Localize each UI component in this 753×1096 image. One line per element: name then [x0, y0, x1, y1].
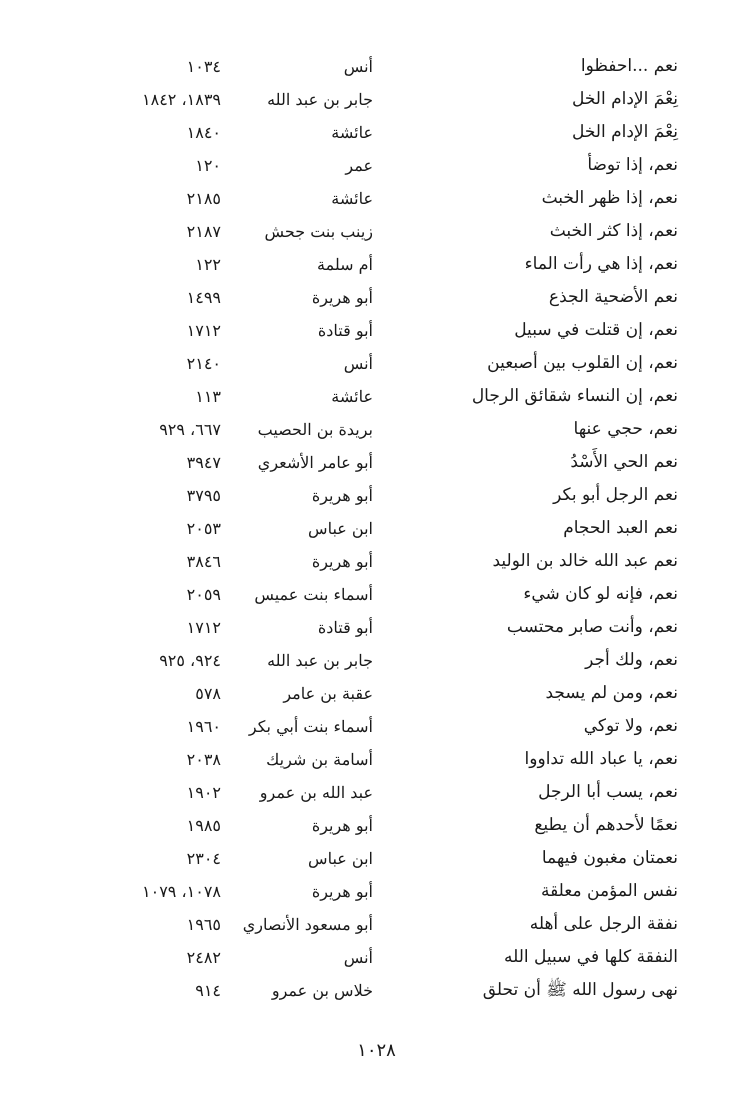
narrator-name: أبو هريرة	[311, 816, 373, 835]
index-row	[0, 941, 753, 974]
hadith-numbers: ١٨٤٠	[186, 123, 221, 142]
narrator-name: أبو هريرة	[311, 552, 373, 571]
hadith-numbers: ١٧١٢	[186, 321, 221, 340]
index-row	[0, 182, 753, 215]
narrator-name: عائشة	[331, 387, 373, 406]
hadith-text: نعم، إن قتلت في سبيل	[514, 320, 678, 340]
hadith-numbers: ١٢٢	[195, 255, 221, 274]
narrator-name: زينب بنت جحش	[264, 222, 373, 241]
index-row	[0, 512, 753, 545]
index-row	[0, 545, 753, 578]
hadith-numbers: ٩٢٤، ٩٢٥	[159, 651, 221, 670]
narrator-name: جابر بن عبد الله	[267, 90, 373, 109]
hadith-text: نعمًا لأحدهم أن يطيع	[534, 815, 678, 835]
hadith-text: نعم العبد الحجام	[563, 518, 678, 538]
hadith-numbers: ١٩٠٢	[186, 783, 221, 802]
index-row	[0, 842, 753, 875]
hadith-numbers: ٢١٤٠	[186, 354, 221, 373]
narrator-name: عائشة	[331, 189, 373, 208]
narrator-name: أنس	[343, 948, 373, 967]
hadith-text: نعم، إن القلوب بين أصبعين	[487, 353, 678, 373]
index-row	[0, 413, 753, 446]
hadith-text: نعم، إذا هي رأت الماء	[524, 254, 678, 274]
hadith-text: نِعْمَ الإدام الخل	[571, 89, 678, 109]
hadith-numbers: ٣٩٤٧	[186, 453, 221, 472]
page-number: ١٠٢٨	[357, 1040, 396, 1061]
hadith-text: نعم، ومن لم يسجد	[545, 683, 678, 703]
hadith-numbers: ١٧١٢	[186, 618, 221, 637]
hadith-numbers: ١٤٩٩	[186, 288, 221, 307]
narrator-name: خلاس بن عمرو	[271, 981, 373, 1000]
narrator-name: أبو هريرة	[311, 882, 373, 901]
index-row	[0, 710, 753, 743]
narrator-name: بريدة بن الحصيب	[257, 420, 373, 439]
hadith-text: نفقة الرجل على أهله	[529, 914, 678, 934]
index-row	[0, 677, 753, 710]
narrator-name: أبو هريرة	[311, 288, 373, 307]
hadith-numbers: ٢٠٣٨	[186, 750, 221, 769]
index-row	[0, 908, 753, 941]
hadith-numbers: ٥٧٨	[195, 684, 221, 703]
hadith-text: نعم الرجل أبو بكر	[553, 485, 678, 505]
hadith-numbers: ٢٤٨٢	[186, 948, 221, 967]
hadith-text: النفقة كلها في سبيل الله	[503, 947, 678, 967]
index-row	[0, 446, 753, 479]
narrator-name: عقبة بن عامر	[283, 684, 373, 703]
hadith-text: نعم ...احفظوا	[580, 56, 678, 76]
index-row	[0, 248, 753, 281]
hadith-numbers: ٣٧٩٥	[186, 486, 221, 505]
hadith-numbers: ١١٣	[195, 387, 221, 406]
index-row	[0, 380, 753, 413]
narrator-name: أبو هريرة	[311, 486, 373, 505]
index-row	[0, 578, 753, 611]
hadith-numbers: ٢٠٥٩	[186, 585, 221, 604]
hadith-numbers: ١٠٧٨، ١٠٧٩	[142, 882, 221, 901]
hadith-numbers: ٩١٤	[195, 981, 221, 1000]
index-row	[0, 314, 753, 347]
hadith-numbers: ٢١٨٧	[186, 222, 221, 241]
index-row	[0, 974, 753, 1007]
hadith-text: نعم الأضحية الجذع	[548, 287, 678, 307]
narrator-name: جابر بن عبد الله	[267, 651, 373, 670]
index-row	[0, 215, 753, 248]
narrator-name: ابن عباس	[308, 849, 373, 868]
hadith-text: نهى رسول الله ﷺ أن تحلق	[482, 980, 678, 1000]
index-row	[0, 281, 753, 314]
index-table	[0, 50, 753, 1007]
narrator-name: أسامة بن شريك	[266, 750, 373, 769]
hadith-text: نعمتان مغبون فيهما	[541, 848, 678, 868]
hadith-text: نعم، وأنت صابر محتسب	[506, 617, 678, 637]
hadith-text: نعم، إذا ظهر الخبث	[541, 188, 678, 208]
narrator-name: أنس	[343, 354, 373, 373]
hadith-text: نعم الحي الأَسْدُ	[570, 452, 678, 472]
index-row	[0, 809, 753, 842]
hadith-text: نعم، ولا توكي	[583, 716, 678, 736]
narrator-name: أسماء بنت أبي بكر	[248, 717, 373, 736]
index-row	[0, 644, 753, 677]
hadith-numbers: ١٩٨٥	[186, 816, 221, 835]
index-row	[0, 149, 753, 182]
index-row	[0, 347, 753, 380]
narrator-name: عائشة	[331, 123, 373, 142]
hadith-numbers: ١٩٦٥	[186, 915, 221, 934]
index-row	[0, 875, 753, 908]
hadith-numbers: ١٢٠	[195, 156, 221, 175]
index-row	[0, 743, 753, 776]
hadith-text: نفس المؤمن معلقة	[540, 881, 678, 901]
hadith-text: نعم، إذا توضأ	[587, 155, 678, 175]
index-row	[0, 83, 753, 116]
hadith-numbers: ٢١٨٥	[186, 189, 221, 208]
narrator-name: عمر	[345, 156, 373, 175]
hadith-text: نعم، إن النساء شقائق الرجال	[471, 386, 678, 406]
index-row	[0, 116, 753, 149]
narrator-name: أنس	[343, 57, 373, 76]
hadith-numbers: ٣٨٤٦	[186, 552, 221, 571]
narrator-name: أم سلمة	[317, 255, 373, 274]
narrator-name: أبو قتادة	[317, 321, 373, 340]
hadith-text: نعم، فإنه لو كان شيء	[523, 584, 678, 604]
hadith-numbers: ٢٠٥٣	[186, 519, 221, 538]
index-row	[0, 776, 753, 809]
hadith-numbers: ١٨٣٩، ١٨٤٢	[142, 90, 221, 109]
hadith-text: نعم، يا عباد الله تداووا	[524, 749, 678, 769]
hadith-text: نِعْمَ الإدام الخل	[571, 122, 678, 142]
hadith-text: نعم، حجي عنها	[573, 419, 678, 439]
narrator-name: أبو قتادة	[317, 618, 373, 637]
hadith-text: نعم، إذا كثر الخبث	[549, 221, 678, 241]
index-row	[0, 611, 753, 644]
narrator-name: عبد الله بن عمرو	[259, 783, 373, 802]
hadith-numbers: ٢٣٠٤	[186, 849, 221, 868]
hadith-numbers: ٦٦٧، ٩٢٩	[159, 420, 221, 439]
hadith-numbers: ١٠٣٤	[186, 57, 221, 76]
narrator-name: أبو عامر الأشعري	[257, 453, 373, 472]
narrator-name: ابن عباس	[308, 519, 373, 538]
index-row	[0, 50, 753, 83]
hadith-text: نعم، يسب أبا الرجل	[538, 782, 678, 802]
hadith-text: نعم عبد الله خالد بن الوليد	[492, 551, 678, 571]
narrator-name: أبو مسعود الأنصاري	[242, 915, 373, 934]
hadith-numbers: ١٩٦٠	[186, 717, 221, 736]
index-row	[0, 479, 753, 512]
hadith-text: نعم، ولك أجر	[585, 650, 678, 670]
narrator-name: أسماء بنت عميس	[254, 585, 373, 604]
